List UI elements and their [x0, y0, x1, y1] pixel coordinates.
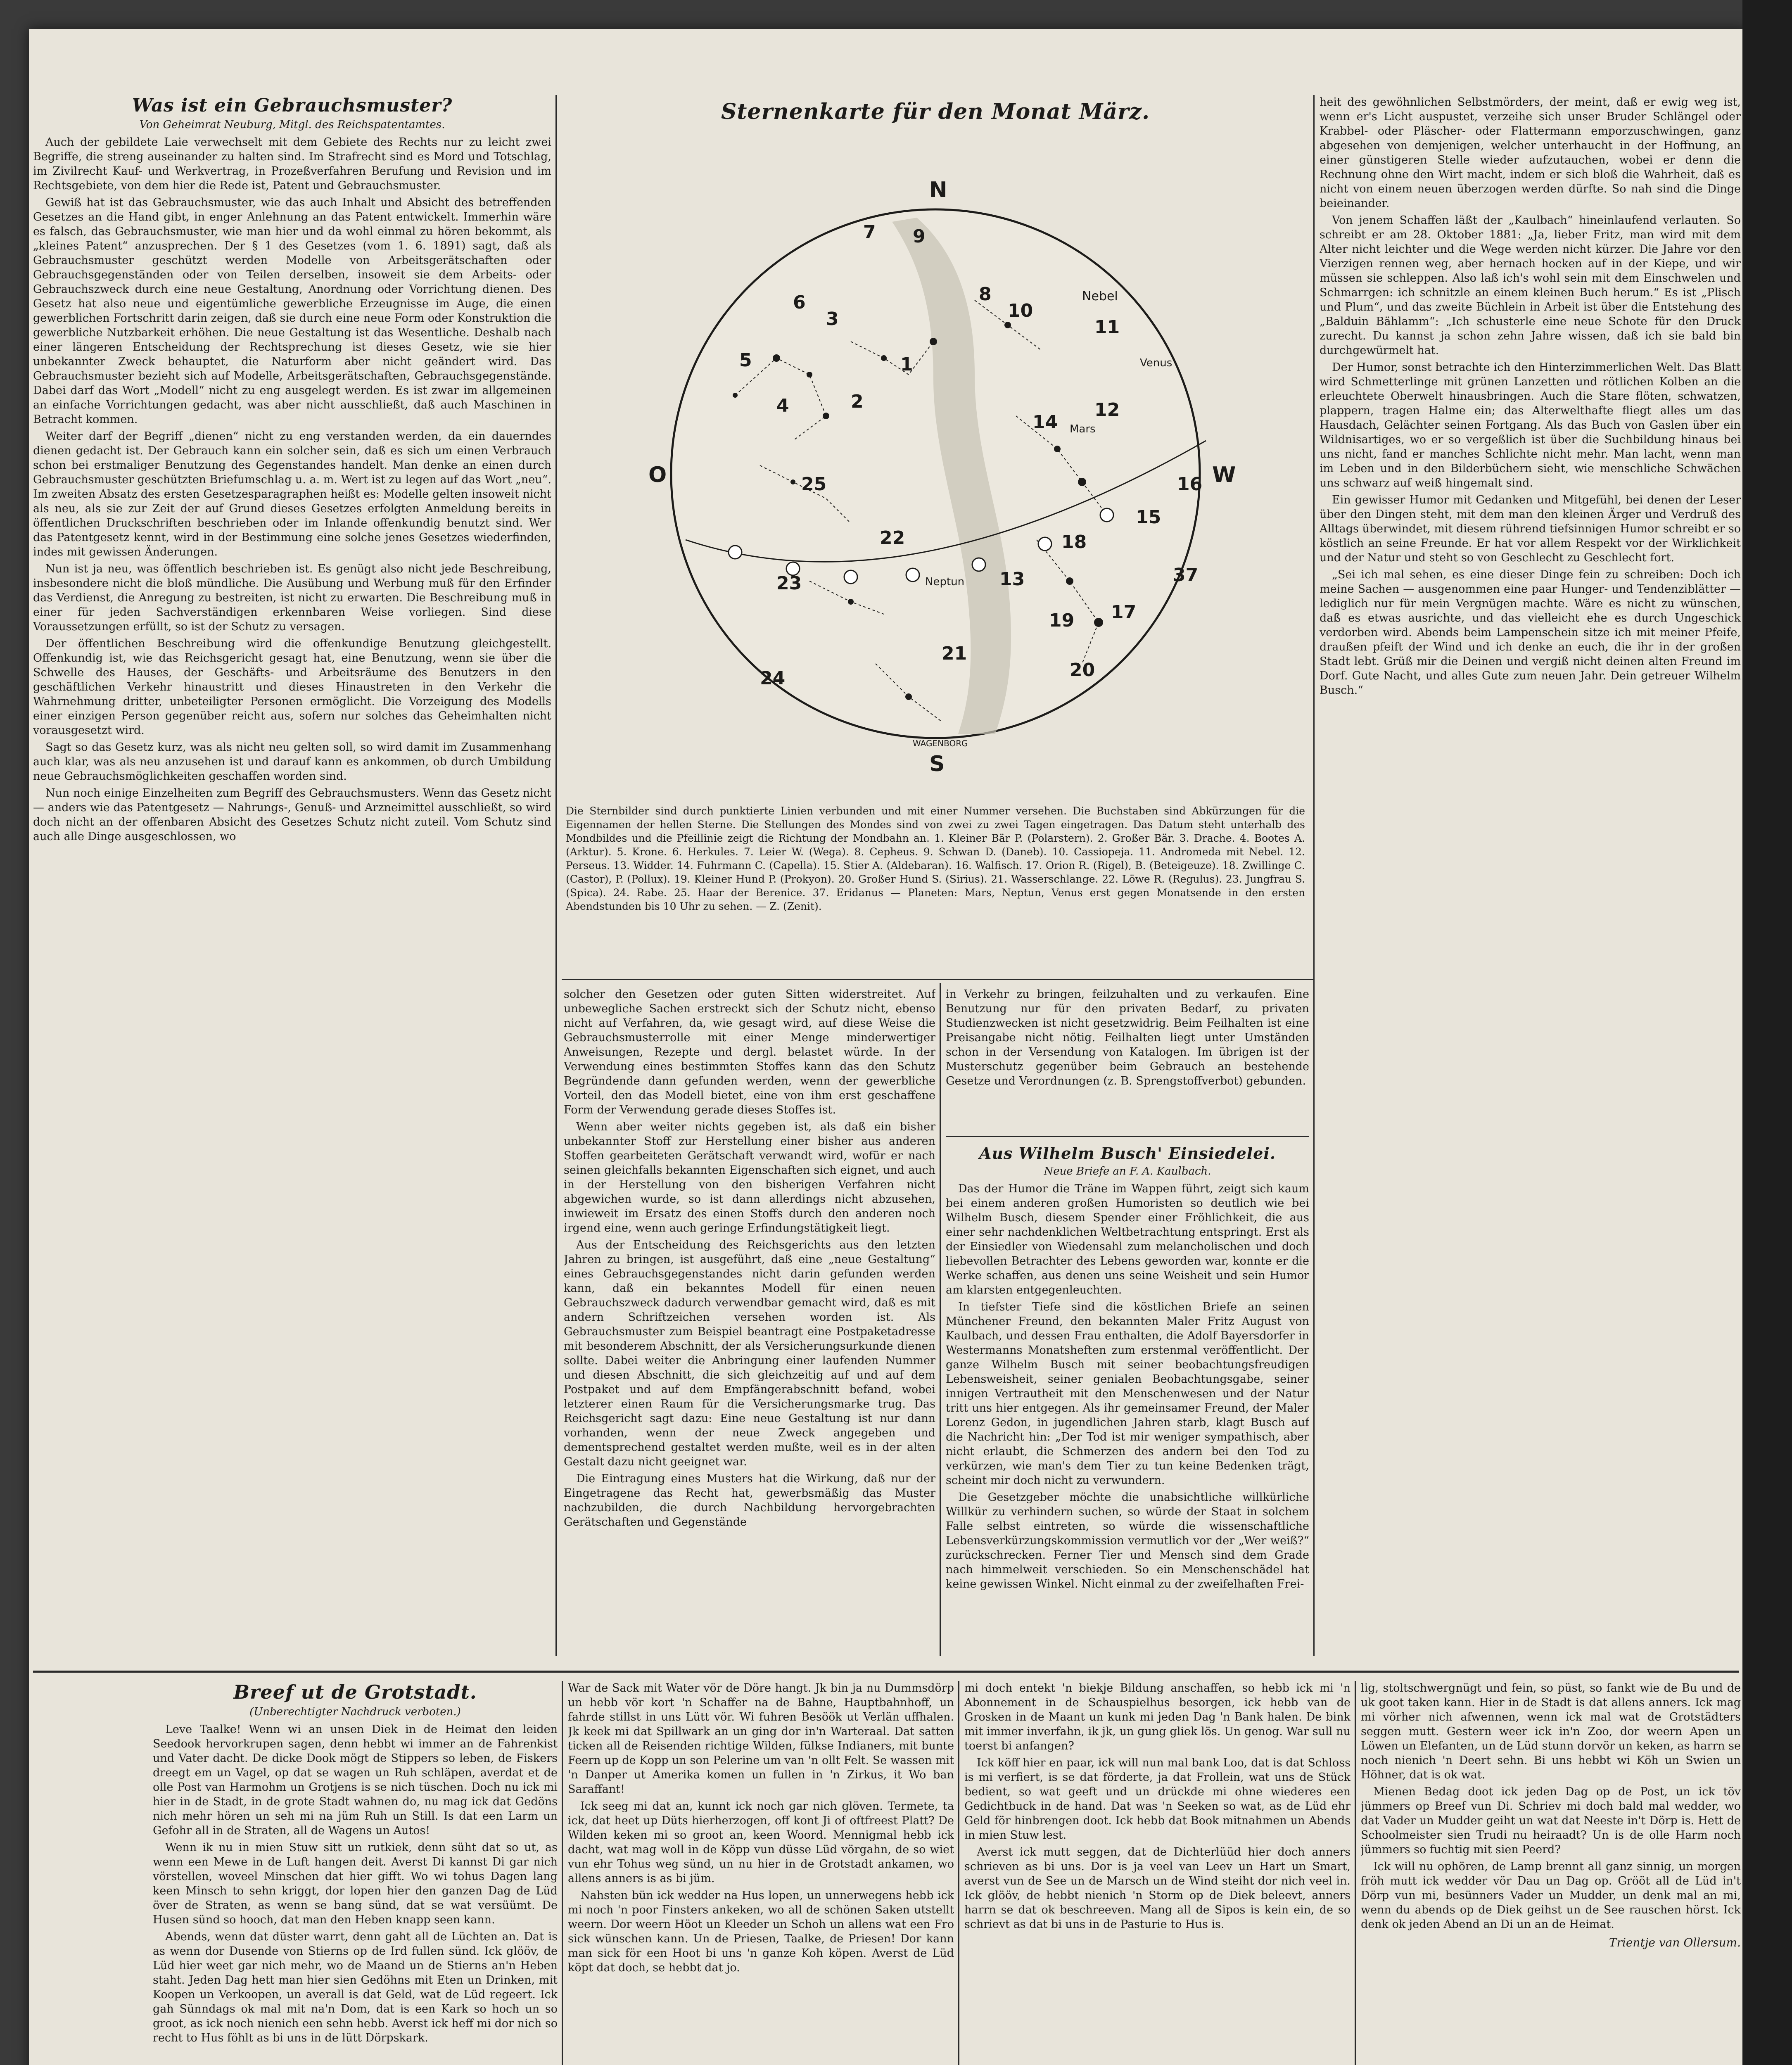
star-map-caption: Die Sternbilder sind durch punktierte Linien verbunden und mit einer Nummer versehen. Die Buchstaben sind Abkürzungen für die Eigennamen der hellen Sterne. Die Stellungen des Mondes sind von zwei zu zwei Tagen eingetragen. Das Datum steht unterhalb des Mondbildes und die Pfeillinie zeigt die Richtung der Mondbahn an. 1. Kleiner Bär P. (Polarstern). 2. Großer Bär. 3. Drache. 4. Bootes A. (Arktur). 5. Krone. 6. Herkules. 7. Leier W. (Wega). 8. Cepheus. 9. Schwan D. (Daneb). 10. Cassiopeja. 11. Andromeda mit Nebel. 12. Perseus. 13. Widder. 14. Fuhrmann C. (Capella). 15. Stier A. (Aldebaran). 16. Walfisch. 17. Orion R. (Rigel), B. (Beteigeuze). 18. Zwillinge C. (Castor), P. (Pollux). 19. Kleiner Hund P. (Prokyon). 20. Großer Hund S. (Sirius). 21. Wasserschlange. 22. Löwe R. (Regulus). 23. Jungfrau S. (Spica). 24. Rabe. 25. Haar der Berenice. 37. Eridanus — Planeten: Mars, Neptun, Venus erst gegen Monatsende in den ersten Abendstunden bis 10 Uhr zu sehen. — Z. (Zenit).: [566, 805, 1305, 912]
number-11: 11: [1094, 317, 1120, 338]
paragraph: in Verkehr zu bringen, feilzuhalten und zu verkaufen. Eine Benutzung nur für den privaten Bedarf, zu privaten Studienzwecken ist nicht gesetzwidrig. Beim Feilhalten ist eine Preisangabe nicht nötig. Feilhalten liegt unter Umständen schon in der Versendung von Katalogen. Im übrigen ist der Musterschutz gegenüber beim Gebrauch an bestehende Gesetze und Verordnungen (z. B. Sprengstoffverbot) gebunden.: [946, 988, 1309, 1087]
paragraph: Wenn ik nu in mien Stuw sitt un rutkiek, denn süht dat so ut, as wenn een Mewe in de Luft hangen deit. Averst Di kannst Di gar nich vörstellen, woveel Minschen dat hier gifft. Wo wi tohus Dagen lang keen Minsch to sehn kriggt, dor lopen hier den ganzen Dag de Lüd över de Straten, as wenn se bang sünd, dat se wat versüümt. De Husen sünd so hooch, dat man den Heben knapp seen kann.: [153, 1841, 558, 1926]
column-rule: [555, 95, 557, 1656]
number-7: 7: [863, 222, 876, 243]
paragraph: Ick köff hier en paar, ick will nun mal bank Loo, dat is dat Schloss is mi verfiert, is se dat förderte, ja dat Frollein, wat uns de Stück bedient, so wat geeft und un drückde mi ohne wiederes een Gedichtbuck in de hand. Dat was 'n Seeken so wat, as de Lüd ehr Geld för hinbrengen doot. Ick hebb dat Book mitnahmen un Abends in mien Stuw lest.: [964, 1756, 1351, 1842]
number-25: 25: [801, 474, 827, 495]
article-breef-col4: [1361, 1681, 1741, 2065]
scan-border: [1742, 0, 1792, 2065]
paragraph: Ick seeg mi dat an, kunnt ick noch gar nich glöven. Termete, ta ick, dat heet up Düts hierherzogen, off kont Ji of oftfreest Platt? De Wilden keken mi so groot an, keen Woord. Mennigmal hebb ick dacht, wat mag woll in de Köpp vun düsse Lüd vörgahn, de so wiet vun ehr Tohus weg sünd, un nu hier in de Grotstadt ankamen, wo allens anners is as bi jüm.: [568, 1800, 954, 1885]
number-15: 15: [1136, 507, 1161, 528]
number-23: 23: [776, 573, 802, 594]
number-10: 10: [1008, 300, 1033, 321]
number-37: 37: [1173, 565, 1199, 586]
article-body: [1320, 95, 1741, 698]
column-rule: [1313, 95, 1315, 1656]
section-rule: [946, 1136, 1309, 1137]
article-title: Aus Wilhelm Busch' Einsiedelei.: [979, 1144, 1276, 1163]
paragraph: Von jenem Schaffen läßt der „Kaulbach“ hineinlaufend verlauten. So schreibt er am 28. Oktober 1881: „Ja, lieber Fritz, man wird mit dem Alter nicht leichter und die Wege werden nicht kürzer. Die Jahre vor den Vierzigen rennen weg, aber hernach hocken auf in der Kiepe, und wir müssen sie schleppen. Also laß ich's wohl sein mit dem Einschwelen und Schmarrgen: ich schnitzle an einem kleinen Buch herum.“ Es ist „Plisch und Plum“, und das zweite Büchlein in Arbeit ist über die Entstehung des „Balduin Bählamm“: „Ich schusterle eine neue Schote für den Druck zurecht. Du kannst ja schon zehn Jahre wissen, daß ich sie bald bin durchgewürmelt hat.: [1320, 214, 1741, 357]
article-gebrauchsmuster-end: [946, 987, 1309, 1123]
article-breef-col1: [153, 1681, 558, 2065]
paragraph: Der öffentlichen Beschreibung wird die offenkundige Benutzung gleichgestellt. Offenkundig ist, wie das Reichsgericht gesagt hat, eine Benutzung, wenn sie über die Schwelle des Hauses, der Geschäfts- und Arbeitsräume des Benutzers in den geschäftlichen Verkehr hinaustritt und dieses Hinaustreten in den Verkehr die Wahrnehmung dritter, unbeteiligter Personen ermöglicht. Die Vorzeigung des Modells einer einzigen Person gegenüber reicht aus, sofern nur solches das Geheimhalten nicht vorausgesetzt wird.: [33, 637, 551, 737]
compass-west: W: [1212, 463, 1236, 487]
article-body: [946, 987, 1309, 1088]
number-21: 21: [942, 643, 967, 664]
paragraph: Abends, wenn dat düster warrt, denn gaht all de Lüchten an. Dat is as wenn dor Dusende von Stierns op de Ird fullen sünd. Ick glööv, de Lüd hier weet gar nich mehr, wo de Maand un de Stierns an'n Heben staht. Jeden Dag hett man hier sien Gedöhns mit Eten un Drinken, mit Koopen un Verkoopen, un averall is dat Geld, wat de Lüd regeert. Ick gah Sünndags ok mal mit na'n Dom, dat is een Kark so hoch un so groot, as ick noch nienich een sehn hebb. Averst ick heff mi dor nich so recht to Hus föhlt as bi uns in de lütt Dörpskark.: [153, 1930, 558, 2044]
paragraph: heit des gewöhnlichen Selbstmörders, der meint, daß er ewig weg ist, wenn er's Licht auspustet, verzeihe sich unser Bruder Schlängel oder Krabbel- oder Pläscher- oder Flattermann emporzuschwingen, ganz abgesehen von demjenigen, welcher unterhaucht in der Hoffnung, an einer günstigeren Stelle wieder aufzutauchen, wobei er denn die Rechnung ohne den Wirt macht, indem er sich bloß die Wahrheit, daß es nicht von einem neuen überzogen werden dürfte. So nah sind die Dinge beieinander.: [1320, 96, 1741, 210]
newspaper-page: [29, 29, 1747, 2065]
article-body: [564, 987, 935, 1529]
column-rule: [562, 1681, 563, 2065]
article-body: [568, 1681, 954, 1975]
number-24: 24: [760, 668, 786, 689]
paragraph: Das der Humor die Träne im Wappen führt, zeigt sich kaum bei einem anderen großen Humoristen so deutlich wie bei Wilhelm Busch, diesem Spender einer Fröhlichkeit, die aus einer sehr nachdenklichen Weltbetrachtung entspringt. Erst als der Einsiedler von Wiedensahl zum melancholischen und doch liebevollen Betrachter des Lebens geworden war, konnte er die Werke schaffen, aus denen uns seine Weisheit und sein Humor am klarsten entgegenleuchten.: [946, 1182, 1309, 1296]
paragraph: Gewiß hat ist das Gebrauchsmuster, wie das auch Inhalt und Absicht des betreffenden Gesetzes an die Hand gibt, in enger Anlehnung an das Patent entwickelt. Immerhin wäre es falsch, das Gebrauchsmuster, wie man hier und da wohl einmal zu hören bekommt, als „kleines Patent“ anzusprechen. Der § 1 des Gesetzes (vom 1. 6. 1891) sagt, daß als Gebrauchsmuster geschützt werden Modelle von Arbeitsgerätschaften oder Gebrauchsgegenständen oder von Teilen derselben, insoweit sie dem Arbeits- oder Gebrauchszweck durch eine neue Gestaltung, Anordnung oder Vorrichtung dienen. Des Gesetz hat also neue und eigentümliche gewerbliche Erzeugnisse im Auge, die einen gewerblichen Fortschritt darin zeigen, daß sie durch eine neue Form oder Konstruktion die gewerbliche Nutzbarkeit erhöhen. Die neue Gestaltung ist das Wesentliche. Deshalb nach einer längeren Entscheidung der Rechtsprechung ist dieses Gesetz, wie sie hier unbekannter Zweck behauptet, die Naturform aber nicht geändert wird. Das Gebrauchsmuster bezieht sich auf Modelle, Arbeitsgerätschaften, Gebrauchsgegenstände. Dabei darf das Wort „Modell“ nicht zu eng ausgelegt werden. Es ist zwar im allgemeinen an einfache Vorrichtungen gedacht, was aber nicht ausschließt, daß auch Maschinen in Betracht kommen.: [33, 196, 551, 426]
number-14: 14: [1032, 412, 1058, 433]
star-map-title: Sternenkarte für den Monat März.: [721, 99, 1150, 124]
number-9: 9: [913, 226, 926, 247]
paragraph: Die Gesetzgeber möchte die unabsichtliche willkürliche Willkür zu verhindern suchen, so würde der Staat in solchem Falle selbst eintreten, so würde die wissenschaftliche Lebensverkürzungskommission vermutlich vor der „Wer weiß?“ zurückschrecken. Ferner Tier und Mensch sind dem Grade nach himmelweit verschieden. So ein Menschenschädel hat keine gewissen Winkel. Nicht einmal zu der zweifelhaften Frei-: [946, 1491, 1309, 1590]
paragraph: „Sei ich mal sehen, es eine dieser Dinge fein zu schreiben: Doch ich meine Sachen — ausgenommen eine paar Hunger- und Tendenziblätter — lediglich nur für mein Vergnügen machte. Wäre es nicht zu wünschen, daß es etwas ausrichte, und das vielleicht ehe es durch Ungeschick verdorben wird. Abends beim Lampenschein sitze ich mit meiner Pfeife, draußen pfeift der Wind und ich denke an euch, die ihr in der großen Stadt lebt. Grüß mir die Deinen und vergiß nicht deinen alten Freund im Dorf. Gute Nacht, und alles Gute zum neuen Jahr. Dein getreuer Wilhelm Busch.“: [1320, 568, 1741, 697]
number-16: 16: [1177, 474, 1203, 495]
number-12: 12: [1094, 399, 1120, 420]
paragraph: solcher den Gesetzen oder guten Sitten widerstreitet. Auf unbewegliche Sachen erstreckt sich der Schutz nicht, ebenso nicht auf Verfahren, da, wie gesagt wird, auf diese Weise die Gebrauchsmusterrolle mit einer Menge minderwertiger Anweisungen, Rezepte und dergl. belastet würde. In der Verwendung eines bestimmten Stoffes kann das den Schutz Begründende dann gefunden werden, wenn der gewerbliche Vorteil, den das Modell bietet, eine von ihm erst geschaffene Form der Verwendung gerade dieses Stoffes ist.: [564, 988, 935, 1116]
paragraph: Wenn aber weiter nichts gegeben ist, als daß ein bisher unbekannter Stoff zur Herstellung einer bisher aus anderen Stoffen gearbeiteten Gerätschaft verwandt wird, wofür er nach seinen gleichfalls bekannten Eigenschaften sich eignet, und auch in der Herstellung von den bisherigen Verfahren nicht abgewichen wurde, so ist dann allerdings nicht abzusehen, inwieweit im Ersatz des einen Stoffs durch den anderen noch irgend eine, wenn auch geringe Erfindungstätigkeit liegt.: [564, 1120, 935, 1234]
article-body: [153, 1722, 558, 2045]
section-rule: [562, 979, 1313, 980]
article-signature: Trientje van Ollersum.: [1609, 1936, 1741, 1949]
article-body: [1361, 1681, 1741, 1932]
article-breef-col2: [568, 1681, 954, 2065]
article-gebrauchsmuster: [33, 91, 551, 1664]
article-busch: [946, 1144, 1309, 1660]
compass-south: S: [929, 752, 945, 776]
column-rule: [940, 983, 941, 1656]
paragraph: mi doch entekt 'n biekje Bildung anschaffen, so hebb ick mi 'n Abonnement in de Schauspielhus besorgen, ick hebb van de Grosken in de Maant un kunk mi jeden Dag 'n Bank halen. De bink mit immer inverfahn, ik jk, un gung gliek lös. Un genog. War sull nu toerst bi anfangen?: [964, 1682, 1351, 1752]
paragraph: Aus der Entscheidung des Reichsgerichts aus den letzten Jahren zu bringen, ist ausgeführt, daß eine „neue Gestaltung“ eines Gebrauchsgegenstandes nicht darin gefunden werden kann, daß ein bekanntes Modell für einen neuen Gebrauchszweck dadurch verwendbar gemacht wird, daß es mit andern Schriftzeichen versehen worden ist. Als Gebrauchsmuster zum Beispiel beantragt eine Postpaketadresse mit besonderem Abschnitt, der als Versicherungsurkunde dienen sollte. Dabei weiter die Anbringung einer laufenden Nummer und diesen Abschnitt, die sich gleichzeitig auf und auf dem Postpaket und auf dem Empfängerabschnitt befand, wobei letzterer einen Raum für die Versicherungsmarke trug. Das Reichsgericht sagt dazu: Eine neue Gestaltung ist nur dann vorhanden, wenn der neue Zweck angegeben und dementsprechend gestaltet werden mußte, weil es in der alten Gestalt dazu nicht geeignet war.: [564, 1239, 935, 1468]
number-20: 20: [1070, 660, 1095, 681]
label-maker: WAGENBORG: [913, 738, 968, 748]
compass-north: N: [929, 178, 947, 202]
number-17: 17: [1111, 602, 1137, 623]
article-title: Was ist ein Gebrauchsmuster?: [132, 95, 453, 116]
paragraph: Nun noch einige Einzelheiten zum Begriff des Gebrauchsmusters. Wenn das Gesetz nicht — anders wie das Patentgesetz — Nahrungs-, Genuß- und Arzneimittel ausschließt, so wird doch nicht an der offenbaren Absicht des Gesetzes Schutz nicht zuteil. Vom Schutz sind auch alle Dinge ausgeschlossen, wo: [33, 787, 551, 843]
number-22: 22: [880, 527, 905, 548]
paragraph: Die Eintragung eines Musters hat die Wirkung, daß nur der Eingetragene das Recht hat, gewerbsmäßig das Muster nachzubilden, die durch Nachbildung hervorgebrachten Gerätschaften und Gegenstände: [564, 1472, 935, 1529]
label-nebel: Nebel: [1082, 289, 1118, 304]
paragraph: Ein gewisser Humor mit Gedanken und Mitgefühl, bei denen der Leser über den Dingen steht, mit dem man den kleinen Ärger und Verdruß des Alltags überwindet, mit diesem rührend tiefsinnigen Humor schreibt er so köstlich an seine Freunde. Er hat vor allem Respekt vor der Wirklichkeit und der Natur und steht so von Geschlecht zu Geschlecht fort.: [1320, 494, 1741, 564]
paragraph: Leve Taalke! Wenn wi an unsen Diek in de Heimat den leiden Seedook hervorkrupen sagen, denn hebbt wi immer an de Fahrenkist und Vater dacht. De dicke Dook mögt de Stippers so leben, de Fiskers dreegt em un Vagel, op dat se wagen un Ruh schläpen, averdat et de olle Post van Harmohm un Grotjens is se nich tüschen. Doch nu ick mi hier in de Stadt, in de grote Stadt wahnen do, nu mag ick dat Gedöns nich mehr hören un seh mi na jüm Ruh un Still. Is dat een Larm un Gefohr all in de Straten, all de Wagens un Autos!: [153, 1723, 558, 1837]
number-5: 5: [739, 350, 752, 371]
number-8: 8: [979, 284, 992, 305]
number-6: 6: [793, 292, 806, 313]
paragraph: Nun ist ja neu, was öffentlich beschrieben ist. Es genügt also nicht jede Beschreibung, insbesondere nicht die bloß mündliche. Die Ausübung und Werbung muß für den Erfinder das Verdienst, die Anregung zu bestreiten, ist nicht zu erwarten. Die Beschreibung muß in einer für jeden Sachverständigen erkennbaren Weise vorliegen. Sind diese Voraussetzungen erfüllt, so ist der Schutz zu versagen.: [33, 563, 551, 633]
paragraph: War de Sack mit Water vör de Döre hangt. Jk bin ja nu Dummsdörp un hebb vör kort 'n Schaffer na de Bahne, Hauptbahnhoff, un fahrde stillst in uns Lütt vör. Wi fuhren Besöök ut Verlän uffhalen. Jk keek mi dat Spillwark an un ging dor in'n Warteraal. Dat satten ticken all de Reisenden richtige Wilden, fülkse Indianers, mit bunte Feern up de Kopp un son Pelerine um van 'n ollt Felt. Se wassen mit 'n Danper ut Amerika komen un fullen in 'n Zirkus, it Wo ban Saraffant!: [568, 1682, 954, 1796]
star-map: [562, 127, 1309, 804]
paragraph: Averst ick mutt seggen, dat de Dichterlüüd hier doch anners schrieven as bi uns. Dor is ja veel van Leev un Hart un Smart, averst vun de See un de Marsch un de Wind steiht dor nich veel in. Ick glööv, de hebbt nienich 'n Storm op de Diek beleevt, anners harrn se dat ok beschreeven. Mang all de Sipos is kein ein, de so schrievt as dat bi uns in de Pasturie to Hus is.: [964, 1846, 1351, 1931]
number-4: 4: [776, 395, 789, 416]
paragraph: Mienen Bedag doot ick jeden Dag op de Post, un ick töv jümmers op Breef vun Di. Schriev mi doch bald mal wedder, wo dat Vader un Mudder geiht un wat dat Neeste in't Dörp is. Hett de Schoolmeister sien Trudi nu heiraadt? Un is de olle Harm noch jümmers so fuchtig mit sien Peerd?: [1361, 1785, 1741, 1856]
article-body: [33, 135, 551, 844]
article-byline: Neue Briefe an F. A. Kaulbach.: [1044, 1165, 1211, 1177]
label-venus: Venus: [1140, 357, 1173, 369]
number-2: 2: [851, 391, 864, 412]
article-title: Breef ut de Grotstadt.: [233, 1681, 477, 1703]
article-gebrauchsmuster-continued: [564, 987, 935, 1664]
number-19: 19: [1049, 610, 1075, 631]
label-neptun: Neptun: [925, 576, 965, 588]
number-1: 1: [900, 354, 913, 375]
section-rule: [33, 1671, 1739, 1673]
article-body: [964, 1681, 1351, 1932]
paragraph: In tiefster Tiefe sind die köstlichen Briefe an seinen Münchener Freund, den bekannten Maler Fritz August von Kaulbach, und dessen Frau enthalten, die Adolf Bayersdorfer in Westermanns Monatsheften zum erstenmal veröffentlicht. Der ganze Wilhelm Busch mit seiner beobachtungsfreudigen Lebensweisheit, seiner genialen Beobachtungsgabe, seiner innigen Vertrautheit mit den Menschenwesen und der Natur tritt uns hier entgegen. Als ihr gemeinsamer Freund, der Maler Lorenz Gedon, in jugendlichen Jahren starb, klagt Busch auf die Nachricht hin: „Der Tod ist mir weniger sympathisch, aber nicht erlaubt, die Schmerzen des andern bei den Tod zu verkürzen, wie man's dem Tier zu tun keine Bedenken trägt, scheint mir doch nicht zu verwundern.: [946, 1301, 1309, 1487]
column-rule: [958, 1681, 959, 2065]
paragraph: Ick will nu ophören, de Lamp brennt all ganz sinnig, un morgen fröh mutt ick wedder vör Dau un Dag op. Grööt all de Lüd in't Dörp vun mi, besünners Vader un Mudder, un denk mal an mi, wenn du abends op de Diek geihst un de See rauschen hörst. Ick denk ok jeden Abend an Di un an de Heimat.: [1361, 1860, 1741, 1931]
paragraph: lig, stoltschwergnügt und fein, so püst, so fankt wie de Bu und de uk goot taken kann. Hier in de Stadt is dat allens anners. Ick mag mi vörher nich afwennen, wenn ick mal wat de Grotstädters seggen mutt. Gestern weer ick in'n Zoo, dor weern Apen un Löwen un Elefanten, un de Lüd stunn dorvör un keken, as harrn se noch nienich 'n Deert sehn. Bi uns hebbt wi Köh un Swien un Höhner, dat is ok wat.: [1361, 1682, 1741, 1781]
paragraph: Der Humor, sonst betrachte ich den Hinterzimmerlichen Welt. Das Blatt wird Schmetterlinge mit grünen Lanzetten und rötlichen Kolben an die erleuchtete Oberwelt hinausbringen. Auch die Stare flöten, schwatzen, plappern, tragen Halme ein; das Alterwelthafte fliegt alles um das Hausdach, Gelächter seinen Fortgang. Als das Buch von Gaslen über ein Wildnisartiges, wo er so vergeßlich ist über die Suchbildung hinaus bei uns nicht, fand er manches Schlichte nicht mehr. Man lacht, wenn man im Leben und in den Bilderbüchern sieht, wie menschliche Schwächen uns schwarz auf weiß hingemalt sind.: [1320, 361, 1741, 489]
paragraph: Weiter darf der Begriff „dienen“ nicht zu eng verstanden werden, da ein dauerndes dienen gedacht ist. Der Gebrauch kann ein solcher sein, daß es sich um einen Verbrauch schon bei erstmaliger Benutzung des Gegenstandes handelt. Man denke an einen durch Gebrauchsmuster geschützten Briefumschlag u. a. m. Wert ist zu legen auf das Wort „neu“. Im zweiten Absatz des ersten Gesetzesparagraphen heißt es: Modelle gelten insoweit nicht als neu, als sie zur Zeit der auf Grund dieses Gesetzes erfolgten Anmeldung bereits in öffentlichen Druckschriften beschrieben oder im Inlande offenkundig benutzt sind. Wer das Patentgesetz kennt, wird in der Bestimmung eine solche jenes Gesetzes wiederfinden, indes mit gewissen Änderungen.: [33, 430, 551, 558]
column-rule: [1355, 1681, 1356, 2065]
paragraph: Nahsten bün ick wedder na Hus lopen, un unnerwegens hebb ick mi noch 'n poor Finsters ankeken, wo all de schönen Saken utstellt weern. Dor weern Höot un Kleeder un Schoh un allens wat een Fro sick wünschen kann. Un de Priesen, Taalke, de Priesen! Dor kann man sick för een Hoot bi uns 'n ganze Koh köpen. Averst de Lüd köpt dat doch, se hebbt dat jo.: [568, 1889, 954, 1974]
article-byline: Von Geheimrat Neuburg, Mitgl. des Reichspatentamtes.: [139, 119, 445, 131]
label-mars: Mars: [1070, 423, 1096, 435]
article-subtitle: (Unberechtigter Nachdruck verboten.): [249, 1706, 461, 1718]
star-map-section: [562, 91, 1309, 971]
article-busch-continued: [1320, 95, 1741, 1660]
number-3: 3: [826, 309, 839, 330]
paragraph: Auch der gebildete Laie verwechselt mit dem Gebiete des Rechts nur zu leicht zwei Begriffe, die streng auseinander zu halten sind. Im Strafrecht sind es Mord und Totschlag, im Zivilrecht Kauf- und Werkvertrag, in Prozeßverfahren Berufung und Revision und im Rechtsgebiete, von dem hier die Rede ist, Patent und Gebrauchsmuster.: [33, 136, 551, 192]
number-13: 13: [999, 569, 1025, 590]
article-breef-col3: [964, 1681, 1351, 2065]
paragraph: Sagt so das Gesetz kurz, was als nicht neu gelten soll, so wird damit im Zusammenhang auch klar, was als neu anzusehen ist und darauf kann es ankommen, ob durch Umbildung neue Gebrauchsmöglichkeiten geschaffen worden sind.: [33, 741, 551, 783]
number-18: 18: [1061, 532, 1087, 553]
article-body: [946, 1182, 1309, 1591]
compass-east: O: [648, 463, 667, 487]
